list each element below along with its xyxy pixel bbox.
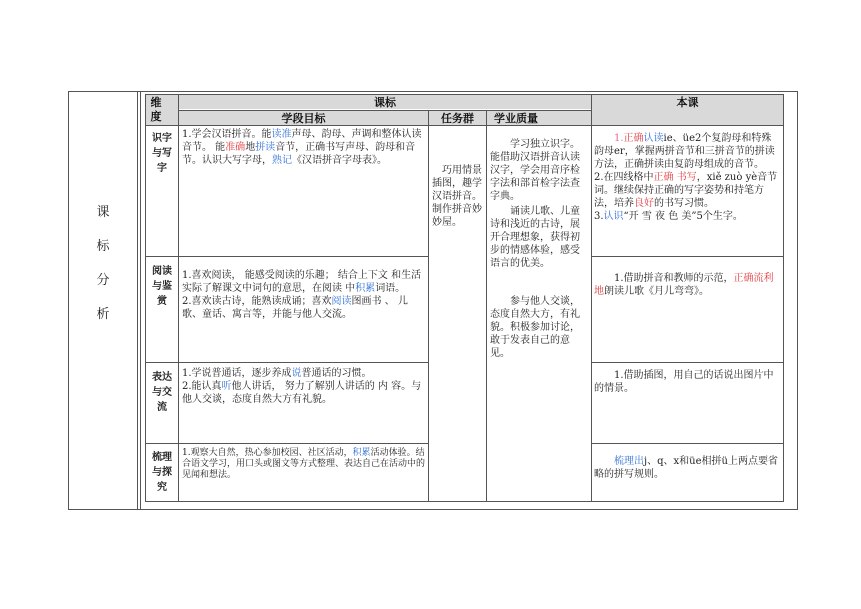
text-segment: 1.学说普通话，逐步养成: [182, 368, 292, 379]
row-sep-3b: [591, 443, 784, 444]
lesson-reading: [594, 272, 780, 298]
highlight-blue-segment: 阅读: [331, 296, 352, 307]
text-segment: 他人讲话， 努力了解别人讲话的 内 容。与他人交谈，态度自然大方有礼貌。: [182, 381, 422, 405]
highlight-blue-segment: 认读: [643, 133, 664, 144]
goals-exploration: [182, 448, 426, 481]
text-segment: 1.观察大自然，热心参加校园、社区活动，: [182, 448, 353, 458]
left-label-char-1: 课: [96, 205, 110, 220]
row-sep-3a: [145, 443, 429, 444]
highlight-blue-segment: 拼读: [255, 142, 276, 153]
header-quality: 学业质量: [494, 112, 538, 125]
col-sep-lesson: [591, 94, 592, 502]
col-sep-quality: [486, 110, 487, 502]
dimension-expression: 表达与交流: [152, 372, 172, 413]
text-segment: 朗读儿歌《月儿弯弯》。: [604, 286, 709, 297]
highlight-pink-segment: 1.: [614, 133, 624, 144]
left-label: [88, 196, 118, 332]
goals-reading: [182, 269, 426, 321]
dimension-reading: 阅读与鉴赏: [152, 266, 172, 307]
header-line-2: [145, 125, 784, 126]
text-segment: 1.借助拼音和教师的示范，: [614, 273, 734, 284]
row-sep-2b: [591, 362, 784, 363]
text-segment: 活动体验。结合语文学习，用口头或图文等方式整理、表达自己在活动中的见闻和想法。: [182, 448, 426, 480]
text-segment: 1.喜欢阅读， 能感受阅读的乐趣； 结合上下文 和生活实际了解课文中词句的意思，在阅读 中: [182, 270, 422, 294]
table-border-right: [797, 91, 798, 510]
text-segment: 3.: [594, 211, 604, 222]
highlight-red-segment: 准确: [225, 142, 246, 153]
table-border-top: [68, 91, 798, 92]
header-this-lesson: 本课: [676, 96, 699, 109]
highlight-red-segment: 正确: [623, 133, 644, 144]
text-segment: 普通话的习惯。: [301, 368, 372, 379]
text-segment: 2.在四线格中: [594, 172, 654, 183]
col-sep-1: [178, 94, 179, 502]
header-task-group: 任务群: [441, 112, 474, 125]
table-border-bottom: [68, 509, 798, 510]
inner-right: [783, 94, 784, 502]
header-stage-goals: 学段目标: [281, 112, 326, 125]
dimension-literacy: 识字与写字: [152, 133, 172, 174]
text-segment: 2.喜欢读古诗，能熟读成诵；喜欢: [182, 296, 332, 307]
highlight-red-segment: 良好: [634, 198, 654, 209]
inner-bottom: [145, 501, 784, 502]
lesson-exploration: [594, 455, 780, 481]
text-segment: 音节，正确书写声母、韵母和音节。认识大写字母，: [182, 142, 416, 166]
goals-literacy: [182, 128, 426, 167]
text-segment: 的书写习惯。: [654, 198, 714, 209]
task-group-text: 巧用情景插图，趣学汉语拼音。制作拼音妙妙屋。: [432, 165, 482, 228]
left-label-char-2: 标: [96, 239, 110, 254]
highlight-blue-segment: 梳理出: [614, 456, 644, 467]
highlight-blue-segment: 积累: [352, 448, 371, 458]
highlight-red-segment: 正确流利地: [594, 273, 774, 297]
highlight-blue-segment: 积累: [355, 283, 376, 294]
text-segment: 《汉语拼音字母表》。: [292, 155, 387, 166]
divider-double-2: [140, 91, 141, 510]
quality-text-1: 学习独立识字。能借助汉语拼音认读汉字，学会用音序检字法和部首检字法查字典。: [490, 139, 580, 202]
highlight-blue-segment: 听: [221, 381, 232, 392]
dimension-exploration: 梳理与探究: [152, 452, 172, 493]
text-segment: j、q、x和üe相拼ü上两点要省略的拼写规则。: [594, 456, 778, 480]
divider-double-1: [137, 91, 138, 510]
table-border-left: [68, 91, 69, 510]
text-segment: 图画书 、 儿歌、童话、寓言等，并能与他人交流。: [182, 296, 408, 320]
header-line-1: [178, 110, 591, 111]
text-segment: 地: [245, 142, 256, 153]
text-segment: 词语。: [375, 283, 406, 294]
header-dimension: 维度: [150, 96, 162, 123]
inner-left: [145, 94, 146, 502]
left-label-char-4: 析: [96, 307, 110, 322]
highlight-red-segment: 正确 书写: [653, 172, 697, 183]
quality-text-2: 诵读儿歌、儿童诗和浅近的古诗，展开合理想象，获得初步的情感体验，感受语言的优美。: [490, 206, 580, 269]
text-segment: 1.借助插图，用自己的话说出图片中的情景。: [594, 370, 774, 394]
quality-text-3: 参与他人交谈，态度自然大方，有礼貌。积极参加讨论，敢于发表自己的意见。: [490, 296, 580, 359]
highlight-blue-segment: 读准: [271, 129, 292, 140]
text-segment: 声母、韵母、声调和整体认读音节。 能: [182, 129, 422, 153]
goals-expression: [182, 367, 426, 406]
text-segment: 1.学会汉语拼音。能: [182, 129, 272, 140]
text-segment: ，xiě zuò yè音节词。继续保持正确的写字姿势和持笔方法，培养: [594, 172, 778, 209]
left-label-char-3: 分: [96, 273, 110, 288]
inner-top: [145, 94, 784, 95]
text-segment: ie、üe2个复韵母和特殊韵母er，掌握两拼音节和三拼音节的拼读方法，正确拼读由复韵母组成的音节。: [594, 133, 775, 170]
row-sep-1a: [145, 256, 429, 257]
highlight-blue-segment: 熟记: [272, 155, 292, 166]
row-sep-1b: [591, 256, 784, 257]
row-sep-2a: [145, 362, 429, 363]
text-segment: “开 雪 夜 色 美”5个生字。: [623, 211, 743, 222]
highlight-blue-segment: 说: [291, 368, 302, 379]
lesson-expression: [594, 369, 780, 395]
highlight-blue-segment: 认识: [603, 211, 624, 222]
text-segment: 2.能认真: [182, 381, 222, 392]
lesson-literacy: [594, 132, 780, 223]
header-curriculum: 课标: [374, 96, 396, 109]
